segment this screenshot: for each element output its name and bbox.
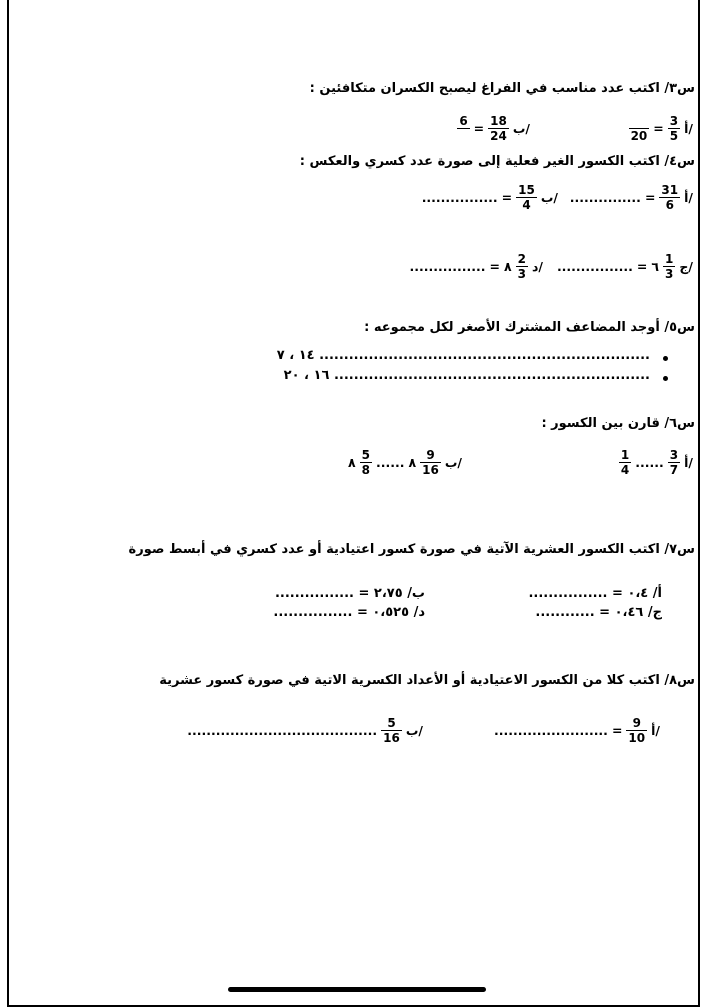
q7-title: س٧/ اكتب الكسور العشرية الآتية في صورة كسور اعتيادية أو عدد كسري في أبسط صورة <box>128 542 695 557</box>
q3a-rhs-fraction: 20 <box>630 128 648 143</box>
q5-item-1: ١٤ ، ٧ ................................................................... <box>276 348 650 363</box>
q8-item-b: ........................................ $\frac{5}{16}$ ب/ <box>187 715 423 745</box>
q3b-label: ب/ <box>512 120 530 136</box>
q3a-lhs-fraction: $\frac{3}{5}$ <box>669 113 679 143</box>
q4d-fraction: $\frac{2}{3}$ <box>517 251 526 281</box>
q6a-fraction-2: $\frac{1}{4}$ <box>620 447 630 477</box>
q5-bullet-1 <box>663 356 668 361</box>
q6b-fraction-1: $\frac{9}{16}$ <box>422 447 439 477</box>
q4b-fraction: $\frac{15}{4}$ <box>518 182 535 212</box>
q7-item-b: ب/ ٢،٧٥ = ................ <box>274 586 425 601</box>
q4-item-a: ............... = $\frac{31}{6}$ أ/ <box>569 182 693 212</box>
q8b-fraction: $\frac{5}{16}$ <box>383 715 400 745</box>
q7-item-a: أ/ ٠،٤ = ................ <box>528 586 662 601</box>
q8-title: س٨/ اكتب كلا من الكسور الاعتيادية أو الأعداد الكسرية الاتية في صورة كسور عشرية <box>159 673 695 688</box>
q4-item-d: ................ = ٨ $\frac{2}{3}$ د/ <box>409 251 543 281</box>
q3b-lhs-fraction: $\frac{18}{24}$ <box>490 113 507 143</box>
q5-bullet-2 <box>663 376 668 381</box>
q8-item-a: ........................ = $\frac{9}{10}$ أ/ <box>493 715 660 745</box>
home-indicator[interactable] <box>228 987 486 992</box>
q7-item-d: د/ ٠،٥٢٥ = ................ <box>273 605 425 620</box>
q6-item-a: $\frac{1}{4}$ ...... $\frac{3}{7}$ أ/ <box>620 447 693 477</box>
q8a-fraction: $\frac{9}{10}$ <box>628 715 646 745</box>
q4-item-c: ................ = ٦ $\frac{1}{3}$ ج/ <box>556 251 693 281</box>
q4-title: س٤/ اكتب الكسور الغير فعلية إلى صورة عدد كسري والعكس : <box>299 154 695 169</box>
q3-item-b: 6 = $\frac{18}{24}$ ب/ <box>459 113 530 143</box>
q3a-label: أ/ <box>684 120 693 136</box>
q5-item-2: ١٦ ، ٢٠ ................................................................ <box>283 368 650 383</box>
q7-item-c: ج/ ٠،٤٦ = ............ <box>535 605 662 620</box>
q6a-fraction-1: $\frac{3}{7}$ <box>669 447 679 477</box>
q6-title: س٦/ قارن بين الكسور : <box>541 416 695 431</box>
q3-item-a: 20 = $\frac{3}{5}$ أ/ <box>630 113 693 143</box>
q6-item-b: ٨ $\frac{5}{8}$ ...... ٨ $\frac{9}{16}$ ب/ <box>348 447 462 477</box>
q4a-fraction: $\frac{31}{6}$ <box>661 182 679 212</box>
page-border <box>7 0 700 1007</box>
q3-title: س٣/ اكتب عدد مناسب في الفراغ ليصبح الكسران متكافئين : <box>309 81 695 96</box>
q4c-fraction: $\frac{1}{3}$ <box>665 251 674 281</box>
q6b-fraction-2: $\frac{5}{8}$ <box>361 447 371 477</box>
q4-item-b: ................ = $\frac{15}{4}$ ب/ <box>421 182 558 212</box>
q3b-rhs-fraction: 6 <box>457 114 469 143</box>
q5-title: س٥/ أوجد المضاعف المشترك الأصغر لكل مجموعه : <box>364 320 695 335</box>
